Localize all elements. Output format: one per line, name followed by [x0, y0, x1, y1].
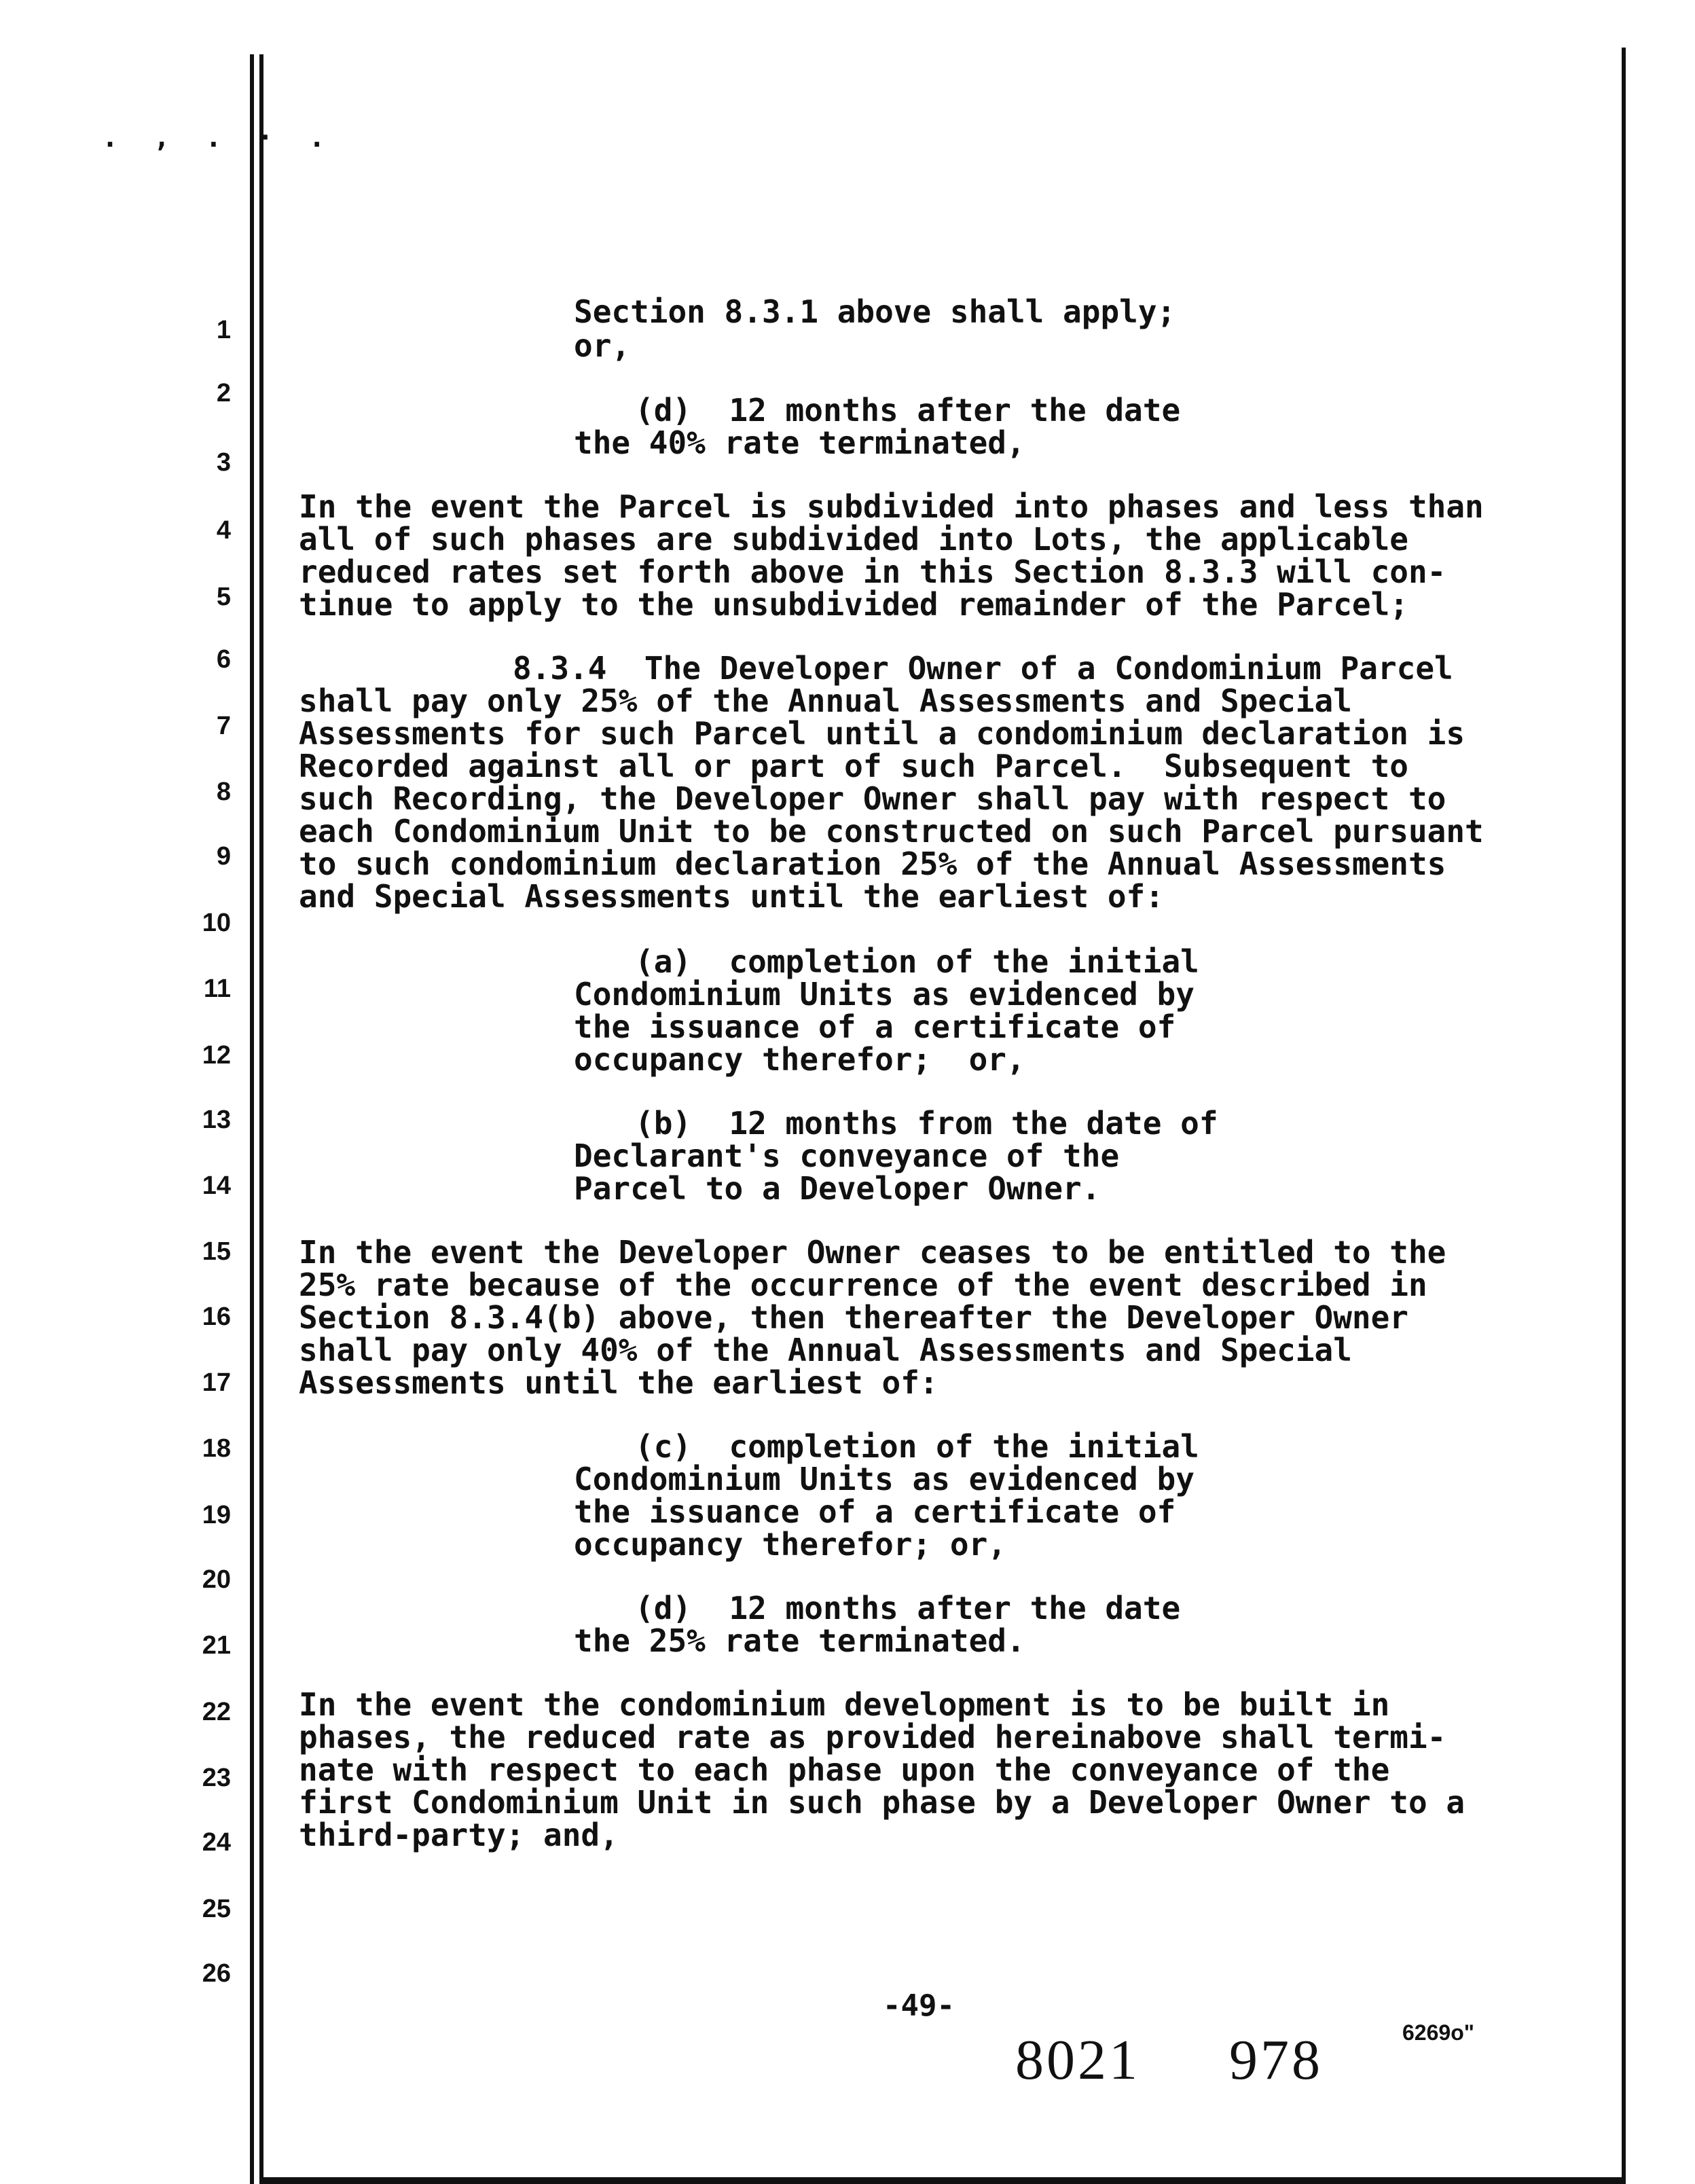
recording-stamp-book: 8021: [1015, 2028, 1140, 2092]
text-line: (b) 12 months from the date of: [635, 1105, 1218, 1142]
line-number: 14: [202, 1171, 231, 1200]
text-line: the issuance of a certificate of: [574, 1008, 1176, 1045]
line-number: 7: [216, 712, 231, 740]
text-line: (d) 12 months after the date: [635, 1590, 1181, 1626]
text-line: occupancy therefor; or,: [574, 1526, 1006, 1563]
text-line: Assessments until the earliest of:: [299, 1364, 938, 1401]
text-line: and Special Assessments until the earliest of:: [299, 878, 1164, 915]
left-margin-rule-inner: [259, 54, 263, 2184]
text-line: 8.3.4 The Developer Owner of a Condominium Parcel: [513, 650, 1453, 687]
line-number: 12: [202, 1041, 231, 1070]
text-line: In the event the condominium development is to be built in: [299, 1686, 1390, 1723]
line-number: 25: [202, 1895, 231, 1923]
text-line: Recorded against all or part of such Parcel. Subsequent to: [299, 748, 1408, 784]
line-number: 21: [202, 1631, 231, 1660]
text-line: Assessments for such Parcel until a condominium declaration is: [299, 715, 1465, 752]
text-line: or,: [574, 327, 631, 364]
line-number: 2: [216, 379, 231, 407]
text-line: all of such phases are subdivided into Lots, the applicable: [299, 521, 1408, 558]
text-line: first Condominium Unit in such phase by a Developer Owner to a: [299, 1784, 1465, 1821]
text-line: Declarant's conveyance of the: [574, 1138, 1120, 1174]
text-line: occupancy therefor; or,: [574, 1041, 1025, 1078]
line-number: 17: [202, 1368, 231, 1397]
text-line: Condominium Units as evidenced by: [574, 976, 1195, 1013]
text-line: the 40% rate terminated,: [574, 424, 1025, 461]
line-number: 6: [216, 645, 231, 674]
line-number: 22: [202, 1698, 231, 1726]
text-line: Section 8.3.1 above shall apply;: [574, 293, 1176, 330]
line-number: 26: [202, 1959, 231, 1988]
line-number: 10: [202, 909, 231, 937]
line-number: 8: [216, 778, 231, 806]
recording-stamp-page: 978: [1229, 2028, 1323, 2092]
text-line: (a) completion of the initial: [635, 943, 1199, 980]
text-line: to such condominium declaration 25% of the Annual Assessments: [299, 845, 1446, 882]
text-line: the issuance of a certificate of: [574, 1493, 1176, 1530]
text-line: nate with respect to each phase upon the conveyance of the: [299, 1751, 1390, 1788]
line-number: 4: [216, 516, 231, 545]
text-line: each Condominium Unit to be constructed on such Parcel pursuant: [299, 813, 1484, 850]
bottom-border: [263, 2177, 1622, 2184]
text-line: In the event the Developer Owner ceases to be entitled to the: [299, 1234, 1446, 1271]
text-line: shall pay only 25% of the Annual Assessments and Special: [299, 682, 1352, 719]
text-line: 25% rate because of the occurrence of the event described in: [299, 1267, 1427, 1303]
line-number: 5: [216, 583, 231, 611]
text-line: Condominium Units as evidenced by: [574, 1461, 1195, 1497]
line-number: 9: [216, 842, 231, 871]
left-margin-rule: [250, 54, 254, 2184]
text-line: (d) 12 months after the date: [635, 392, 1181, 429]
text-line: reduced rates set forth above in this Section 8.3.3 will con-: [299, 553, 1446, 590]
text-line: such Recording, the Developer Owner shall pay with respect to: [299, 780, 1446, 817]
text-line: shall pay only 40% of the Annual Assessments and Special: [299, 1332, 1352, 1368]
text-line: (c) completion of the initial: [635, 1428, 1199, 1465]
document-code: 6269o": [1402, 2020, 1474, 2045]
line-number: 3: [216, 448, 231, 477]
page-number: -49-: [883, 1988, 955, 2023]
line-number: 18: [202, 1434, 231, 1463]
margin-dots: . , . · .: [102, 122, 335, 153]
line-number: 20: [202, 1565, 231, 1594]
right-margin-rule: [1622, 48, 1626, 2184]
text-line: phases, the reduced rate as provided hereinabove shall termi-: [299, 1719, 1446, 1755]
line-number: 13: [202, 1106, 231, 1134]
line-number: 1: [216, 316, 231, 344]
line-number: 24: [202, 1828, 231, 1857]
line-number: 11: [203, 975, 231, 1003]
line-number: 23: [202, 1764, 231, 1792]
text-line: Section 8.3.4(b) above, then thereafter the Developer Owner: [299, 1299, 1408, 1336]
line-number: 16: [202, 1303, 231, 1331]
text-line: In the event the Parcel is subdivided into phases and less than: [299, 488, 1484, 525]
line-number: 15: [202, 1237, 231, 1266]
text-line: third-party; and,: [299, 1817, 619, 1853]
text-line: Parcel to a Developer Owner.: [574, 1170, 1101, 1207]
line-number: 19: [202, 1501, 231, 1529]
text-line: the 25% rate terminated.: [574, 1622, 1025, 1659]
text-line: tinue to apply to the unsubdivided remainder of the Parcel;: [299, 586, 1408, 623]
